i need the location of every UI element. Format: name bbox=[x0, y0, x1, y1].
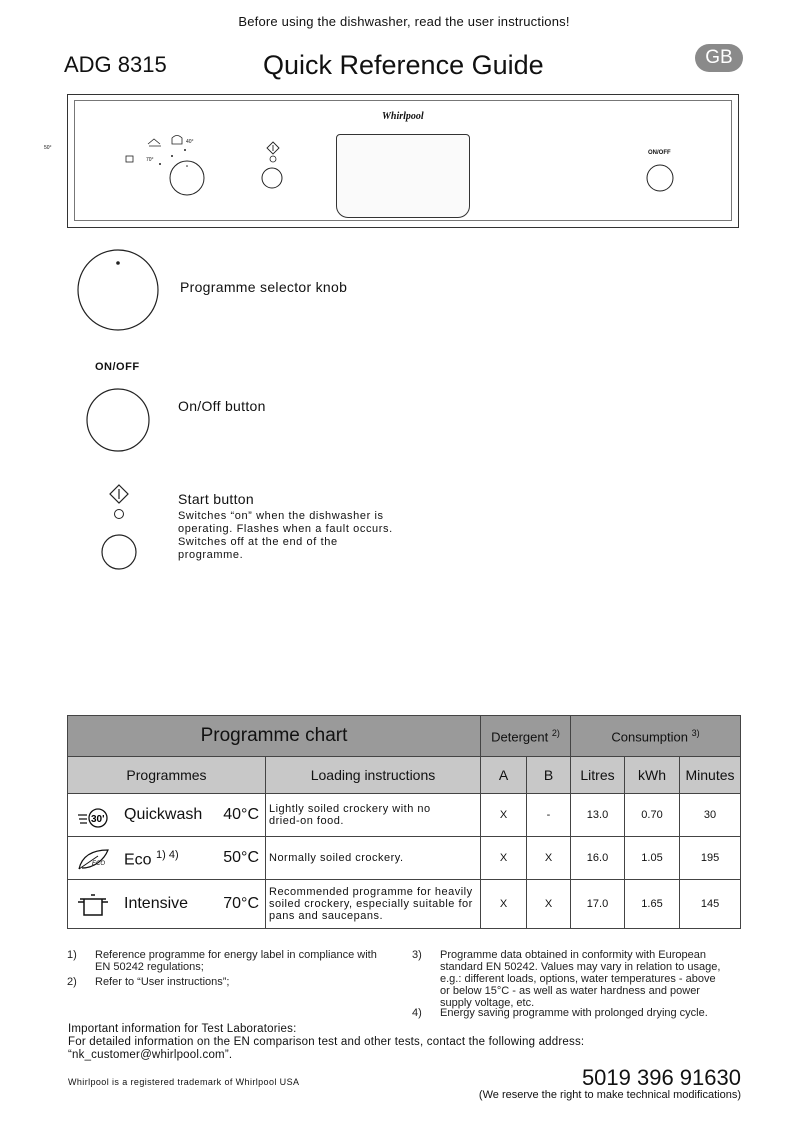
detergent-header: Detergent $^{2)}$ bbox=[481, 716, 571, 757]
col-kwh: kWh bbox=[625, 757, 680, 794]
col-programmes: Programmes bbox=[68, 757, 266, 794]
onoff-caption: ON/OFF bbox=[95, 361, 140, 373]
onoff-button-icon bbox=[84, 386, 152, 454]
col-litres: Litres bbox=[571, 757, 625, 794]
col-minutes: Minutes bbox=[680, 757, 741, 794]
consumption-header: Consumption $^{3)}$ bbox=[571, 716, 741, 757]
col-b: B bbox=[527, 757, 571, 794]
panel-onoff-label: ON/OFF bbox=[648, 150, 671, 156]
panel-start-button bbox=[258, 140, 288, 192]
table-row: ECO Eco $^{1) 4)}$ 50°C Normally soiled crockery. X X 16.0 1.05 195 bbox=[68, 837, 741, 880]
footnote-3: 3) Programme data obtained in conformity with European standard EN 50242. Values may vary in relation to usage, e.g.: different loads, options, water temperatures - above or below 15°C - as well as water hardness and power supply voltage, etc. bbox=[412, 949, 721, 1009]
page-title: Quick Reference Guide bbox=[263, 50, 544, 80]
panel-knob-graphic bbox=[118, 130, 218, 205]
table-row: Intensive 70°C Recommended programme for heavily soiled crockery, especially suitable for pans and saucepans. X X 17.0 1.65 145 bbox=[68, 880, 741, 929]
start-button-label: Start button bbox=[178, 491, 254, 507]
col-loading: Loading instructions bbox=[266, 757, 481, 794]
model-number: ADG 8315 bbox=[64, 52, 167, 77]
panel-onoff-button bbox=[644, 162, 676, 194]
document-code: 5019 396 91630 bbox=[581, 1065, 741, 1090]
programme-chart bbox=[67, 715, 741, 929]
language-badge: GB bbox=[695, 44, 743, 72]
knob-label-40: 40° bbox=[186, 139, 194, 145]
knob-label-50: 50° bbox=[44, 145, 52, 151]
selector-knob-icon bbox=[76, 248, 160, 332]
table-row: 30' Quickwash 40°C Lightly soiled crockery with no dried-on food. X - 13.0 0.70 30 bbox=[68, 794, 741, 837]
selector-knob-label: Programme selector knob bbox=[180, 279, 348, 295]
start-button-description: Switches “on” when the dishwasher is operating. Flashes when a fault occurs. Switches off at the end of the programme. bbox=[178, 510, 393, 561]
panel-display bbox=[336, 134, 470, 218]
reserve-note: (We reserve the right to make technical modifications) bbox=[478, 1089, 741, 1101]
col-a: A bbox=[481, 757, 527, 794]
top-note: Before using the dishwasher, read the user instructions! bbox=[238, 14, 570, 29]
quickwash-30-icon bbox=[76, 806, 110, 828]
onoff-button-label: On/Off button bbox=[178, 398, 266, 414]
knob-label-70: 70° bbox=[146, 157, 154, 163]
footnote-2: 2) Refer to “User instructions”; bbox=[67, 976, 230, 988]
pot-icon bbox=[76, 891, 110, 919]
footnote-1: 1) Reference programme for energy label in compliance with EN 50242 regulations; bbox=[67, 949, 377, 973]
svg-text:30': 30' bbox=[91, 814, 105, 825]
footnote-4: 4) Energy saving programme with prolonged drying cycle. bbox=[412, 1007, 708, 1019]
svg-text:ECO: ECO bbox=[92, 861, 106, 867]
chart-title: Programme chart bbox=[68, 716, 481, 757]
start-button-icon bbox=[98, 482, 140, 574]
eco-leaf-icon bbox=[76, 846, 112, 872]
trademark-note: Whirlpool is a registered trademark of Whirlpool USA bbox=[68, 1077, 300, 1087]
test-lab-info: Important information for Test Laboratories: For detailed information on the EN comparison test and other tests, contact the following address: “nk_customer@whirlpool.com”. bbox=[68, 1023, 585, 1061]
brand-logo: Whirlpool bbox=[382, 111, 424, 122]
